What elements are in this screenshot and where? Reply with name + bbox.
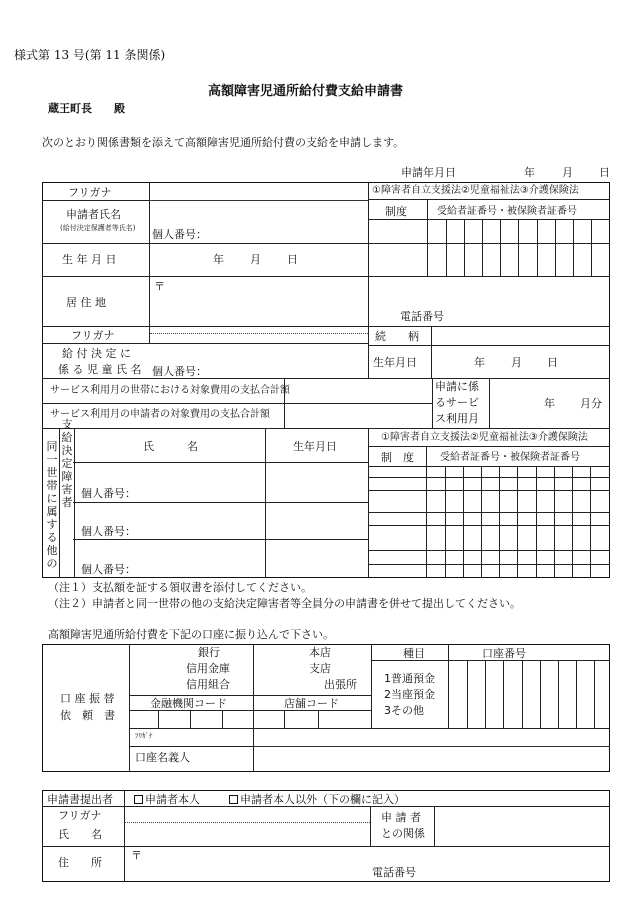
household-member-personal-no: 個人番号：: [81, 563, 136, 576]
account-type-toza: 2当座預金: [384, 688, 435, 701]
service-month-label-2: るサービ: [435, 396, 479, 409]
bank-transfer-label-1: 口 座 振 替: [60, 692, 115, 705]
applicant-name-sublabel: (給付決定保護者等氏名): [60, 224, 136, 232]
submitter-relation-label-2: との関係: [381, 827, 425, 840]
household-cert-label: 受給者証番号・被保険者証番号: [440, 452, 580, 463]
applicant-laws: ①障害者自立支援法②児童福祉法③介護保険法: [372, 185, 579, 196]
household-side-inner: 支給決定障害者: [61, 418, 73, 509]
date-label: 申請年月日: [401, 166, 456, 179]
digit-box-divider: [467, 660, 468, 728]
service-month-month: 月分: [580, 397, 602, 410]
submitter-postal-mark: 〒: [131, 849, 142, 862]
digit-box-divider: [500, 219, 501, 276]
applicant-system-label: 制度: [385, 205, 407, 218]
account-number-label: 口座番号: [482, 647, 526, 660]
digit-box-divider: [485, 660, 486, 728]
child-furigana-label: フリガナ: [71, 329, 115, 342]
form-number: 様式第 13 号(第 11 条関係): [14, 48, 166, 62]
digit-box-divider: [554, 466, 555, 578]
submitter-furigana-label: フリガナ: [58, 809, 102, 822]
digit-box-divider: [594, 660, 595, 728]
digit-box-divider: [573, 219, 574, 276]
household-name-header: 氏 名: [143, 440, 198, 453]
applicant-postal-mark: 〒: [154, 280, 165, 293]
child-birth-day: 日: [547, 356, 558, 369]
child-relation-label: 続 柄: [375, 330, 419, 343]
account-kind-label: 種目: [403, 647, 425, 660]
digit-box-divider: [463, 466, 464, 578]
applicant-total-label: サービス利用月の申請者の対象費用の支払合計額: [50, 409, 270, 420]
branch-code-label: 店舗コード: [284, 697, 339, 710]
applicant-birth-day: 日: [287, 253, 298, 266]
submitter-name-label: 氏 名: [58, 828, 102, 841]
digit-box-divider: [572, 466, 573, 578]
child-birth-year: 年: [474, 356, 485, 369]
intro-text: 次のとおり関係書類を添えて高額障害児通所給付費の支給を申請します。: [42, 136, 405, 149]
applicant-birth-year: 年: [213, 253, 224, 266]
account-type-futsu: 1普通預金: [384, 672, 435, 685]
child-personal-no: 個人番号：: [152, 365, 207, 378]
service-month-label-3: ス利用月: [435, 412, 479, 425]
digit-box-divider: [517, 466, 518, 578]
bank-type-shinkin: 信用金庫: [186, 662, 230, 675]
applicant-personal-no: 個人番号：: [152, 228, 207, 241]
household-member-personal-no: 個人番号：: [81, 525, 136, 538]
digit-box-divider: [445, 466, 446, 578]
digit-box-divider: [499, 466, 500, 578]
date-month: 月: [562, 166, 573, 179]
digit-box-divider: [482, 219, 483, 276]
applicant-phone-label: 電話番号: [400, 310, 444, 323]
option-label: 申請者本人以外（下の欄に記入）: [240, 793, 405, 806]
addressee: 蔵王町長 殿: [48, 102, 125, 115]
submitter-relation-label-1: 申 請 者: [381, 811, 421, 824]
child-label-2: 係 る 児 童 氏 名: [58, 363, 142, 376]
digit-box-divider: [222, 710, 223, 728]
digit-box-divider: [540, 660, 541, 728]
checkbox-icon[interactable]: [134, 795, 143, 804]
holder-furigana-label: ﾌﾘｶﾞﾅ: [135, 732, 153, 740]
digit-box-divider: [555, 219, 556, 276]
applicant-name-label: 申請者氏名: [66, 208, 121, 221]
digit-box-divider: [190, 710, 191, 728]
digit-box-divider: [446, 219, 447, 276]
date-day: 日: [599, 166, 610, 179]
digit-box-divider: [318, 710, 319, 728]
bank-intro: 高額障害児通所給付費を下記の口座に振り込んで下さい。: [48, 628, 334, 641]
main-form-table: [42, 182, 610, 578]
child-birth-label: 生年月日: [373, 356, 417, 369]
branch-type-honten: 本店: [309, 646, 331, 659]
household-laws: ①障害者自立支援法②児童福祉法③介護保険法: [381, 432, 588, 443]
digit-box-divider: [464, 219, 465, 276]
child-birth-month: 月: [511, 356, 522, 369]
digit-box-divider: [590, 466, 591, 578]
digit-box-divider: [503, 660, 504, 728]
applicant-furigana-label: フリガナ: [68, 186, 112, 199]
digit-box-divider: [537, 219, 538, 276]
bank-type-shinkumi: 信用組合: [186, 678, 230, 691]
page-title: 高額障害児通所給付費支給申請書: [208, 84, 404, 99]
digit-box-divider: [522, 660, 523, 728]
submitter-option-other[interactable]: [229, 794, 405, 805]
household-member-personal-no: 個人番号：: [81, 487, 136, 500]
bank-code-label: 金融機関コード: [150, 697, 227, 710]
bank-transfer-label-2: 依 頼 書: [60, 709, 115, 722]
option-label: 申請者本人: [145, 793, 200, 806]
account-type-other: 3その他: [384, 704, 424, 717]
household-birth-header: 生年月日: [293, 440, 337, 453]
digit-box-divider: [518, 219, 519, 276]
applicant-address-label: 居 住 地: [66, 296, 106, 309]
bank-type-ginko: 銀行: [198, 646, 220, 659]
digit-box-divider: [158, 710, 159, 728]
branch-type-shiten: 支店: [309, 662, 331, 675]
note-1: （注１）支払額を証する領収書を添付してください。: [48, 581, 312, 594]
service-month-label-1: 申請に係: [435, 380, 479, 393]
submitter-address-label: 住 所: [58, 856, 102, 869]
branch-type-shucchojo: 出張所: [324, 678, 357, 691]
checkbox-icon[interactable]: [229, 795, 238, 804]
holder-name-label: 口座名義人: [135, 751, 190, 764]
submitter-label: 申請書提出者: [47, 793, 113, 806]
applicant-birth-month: 月: [250, 253, 261, 266]
applicant-cert-label: 受給者証番号・被保険者証番号: [437, 206, 577, 217]
child-label-1: 給 付 決 定 に: [62, 347, 131, 360]
submitter-option-self[interactable]: [134, 794, 200, 805]
household-side-outer: 同一世帯に属する他の: [46, 440, 58, 570]
household-total-label: サービス利用月の世帯における対象費用の支払合計額: [50, 385, 290, 396]
digit-box-divider: [284, 710, 285, 728]
digit-box-divider: [558, 660, 559, 728]
submitter-phone-label: 電話番号: [372, 866, 416, 879]
note-2: （注２）申請者と同一世帯の他の支給決定障害者等全員分の申請書を併せて提出してください。: [48, 597, 521, 610]
digit-box-divider: [591, 219, 592, 276]
date-year: 年: [524, 166, 535, 179]
applicant-birth-label: 生 年 月 日: [62, 253, 117, 266]
digit-box-divider: [536, 466, 537, 578]
household-system-label: 制 度: [381, 451, 414, 464]
digit-box-divider: [576, 660, 577, 728]
digit-box-divider: [481, 466, 482, 578]
service-month-year: 年: [544, 397, 555, 410]
